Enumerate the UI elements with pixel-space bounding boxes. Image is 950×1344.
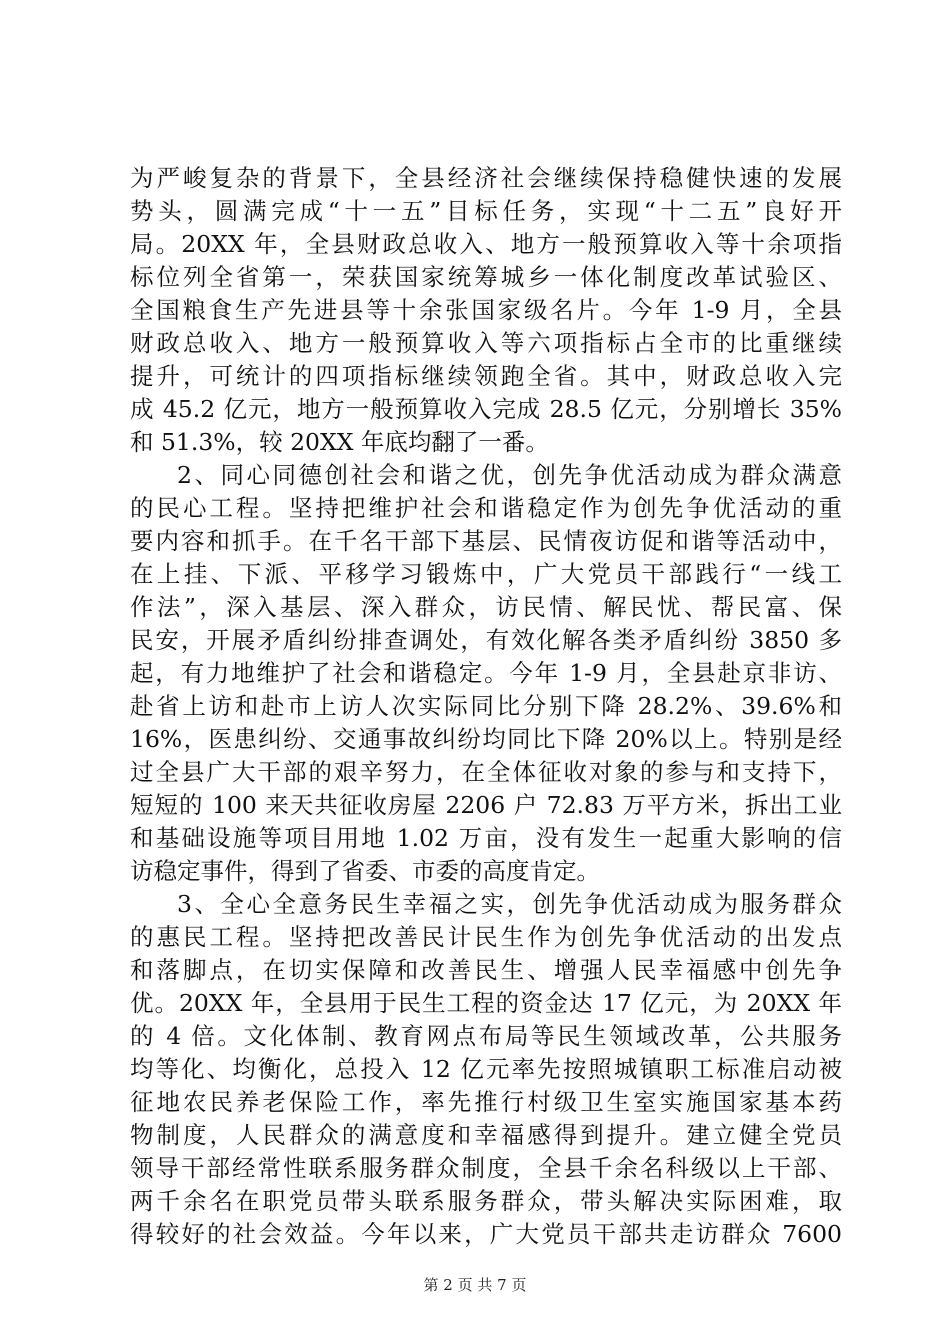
text-line: 在上挂、下派、平移学习锻炼中，广大党员干部践行“一线工 [130, 560, 842, 588]
text-line: 两千余名在职党员带头联系服务群众，带头解决实际困难，取 [130, 1187, 842, 1215]
text-line: 财政总收入、地方一般预算收入等六项指标占全市的比重继续 [130, 329, 842, 357]
text-line: 3、全心全意务民生幸福之实，创先争优活动成为服务群众 [177, 890, 842, 918]
text-line: 16%，医患纠纷、交通事故纠纷均同比下降 20%以上。特别是经 [130, 725, 842, 753]
text-line: 局。20XX 年，全县财政总收入、地方一般预算收入等十余项指 [130, 230, 842, 258]
text-line: 成 45.2 亿元，地方一般预算收入完成 28.5 亿元，分别增长 35% [130, 395, 842, 423]
page-footer: 第 2 页 共 7 页 [423, 1276, 527, 1294]
text-line: 的 4 倍。文化体制、教育网点布局等民生领域改革，公共服务 [130, 1022, 842, 1050]
text-line: 民安，开展矛盾纠纷排查调处，有效化解各类矛盾纠纷 3850 多 [130, 626, 842, 654]
text-line: 和落脚点，在切实保障和改善民生、增强人民幸福感中创先争 [130, 956, 842, 984]
text-line: 为严峻复杂的背景下，全县经济社会继续保持稳健快速的发展 [130, 164, 842, 192]
text-line: 均等化、均衡化，总投入 12 亿元率先按照城镇职工标准启动被 [130, 1055, 842, 1083]
text-line: 势头，圆满完成“十一五”目标任务，实现“十二五”良好开 [130, 197, 842, 225]
text-line: 领导干部经常性联系服务群众制度，全县千余名科级以上干部、 [130, 1154, 842, 1182]
text-line: 优。20XX 年，全县用于民生工程的资金达 17 亿元，为 20XX 年 [130, 989, 842, 1017]
text-line: 和基础设施等项目用地 1.02 万亩，没有发生一起重大影响的信 [130, 824, 842, 852]
text-line: 要内容和抓手。在千名干部下基层、民情夜访促和谐等活动中， [130, 527, 842, 555]
text-line: 作法”，深入基层、深入群众，访民情、解民忧、帮民富、保 [130, 593, 842, 621]
text-line: 2、同心同德创社会和谐之优，创先争优活动成为群众满意 [177, 461, 842, 489]
text-line: 的民心工程。坚持把维护社会和谐稳定作为创先争优活动的重 [130, 494, 842, 522]
text-line: 和 51.3%，较 20XX 年底均翻了一番。 [130, 428, 549, 456]
text-line: 起，有力地维护了社会和谐稳定。今年 1-9 月，全县赴京非访、 [130, 659, 842, 687]
text-line: 短短的 100 来天共征收房屋 2206 户 72.83 万平方米，拆出工业 [130, 791, 842, 819]
text-line: 物制度，人民群众的满意度和幸福感得到提升。建立健全党员 [130, 1121, 842, 1149]
text-line: 访稳定事件，得到了省委、市委的高度肯定。 [130, 857, 600, 885]
text-line: 过全县广大干部的艰辛努力，在全体征收对象的参与和支持下， [130, 758, 842, 786]
text-line: 征地农民养老保险工作，率先推行村级卫生室实施国家基本药 [130, 1088, 842, 1116]
text-line: 的惠民工程。坚持把改善民计民生作为创先争优活动的出发点 [130, 923, 842, 951]
text-line: 标位列全省第一，荣获国家统筹城乡一体化制度改革试验区、 [130, 263, 842, 291]
text-line: 提升，可统计的四项指标继续领跑全省。其中，财政总收入完 [130, 362, 842, 390]
text-line: 赴省上访和赴市上访人次实际同比分别下降 28.2%、39.6%和 [130, 692, 842, 720]
text-line: 得较好的社会效益。今年以来，广大党员干部共走访群众 7600 [130, 1220, 842, 1248]
text-line: 全国粮食生产先进县等十余张国家级名片。今年 1-9 月，全县 [130, 296, 842, 324]
